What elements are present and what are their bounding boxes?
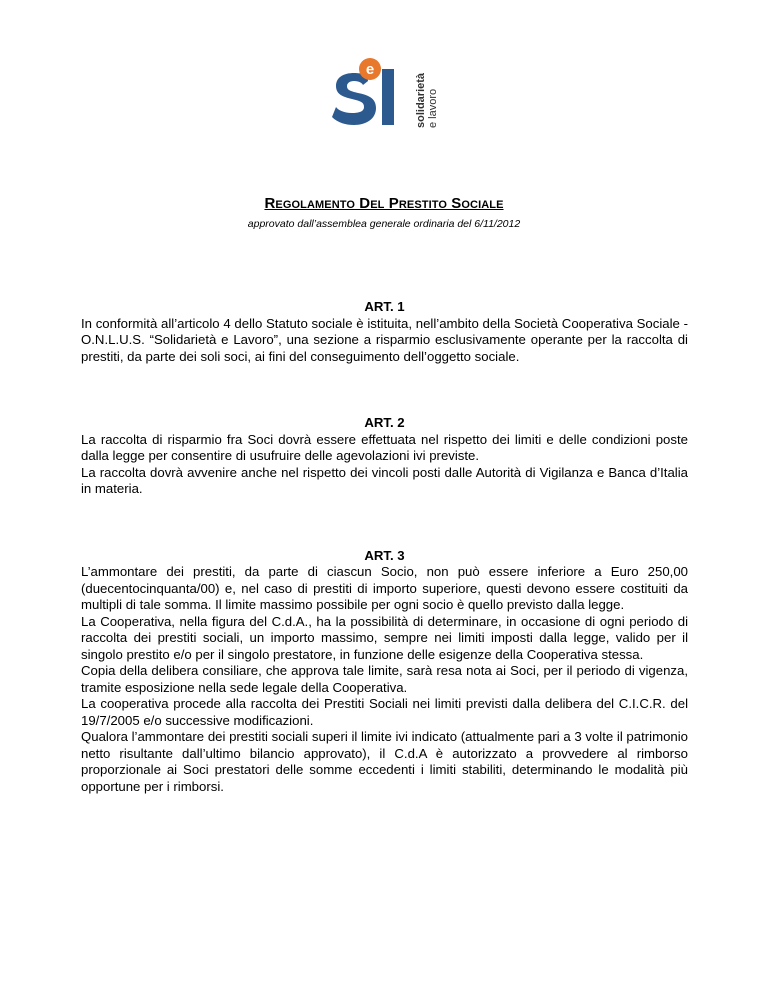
- document-title: Regolamento Del Prestito Sociale: [264, 195, 504, 212]
- logo-wordmark-line1: solidarietà: [415, 72, 427, 128]
- article-paragraph: La raccolta dovrà avvenire anche nel rispetto dei vincoli posti dalle Autorità di Vigilanza e Banca d’Italia in materia.: [81, 464, 688, 496]
- logo-wordmark-line2: e lavoro: [427, 88, 439, 128]
- article-paragraph: La Cooperativa, nella figura del C.d.A., ha la possibilità di determinare, in occasione di ogni periodo di raccolta dei prestiti sociali, un importo massimo, sempre nei limiti imposti dalla legge, valido per il singolo prestito e/o per il singolo prestatore, in funzione delle esigenze della Cooperativa stessa.: [81, 613, 688, 662]
- article-heading: ART. 2: [364, 415, 405, 430]
- article-paragraph: L’ammontare dei prestiti, da parte di ciascun Socio, non può essere inferiore a Euro 250,00 (duecentocinquanta/00) e, nel caso di prestiti di importo superiore, questi devono essere costituiti da multipli di tale somma. Il limite massimo possibile per ogni socio è quello previsto dalla legge.: [81, 564, 688, 612]
- article-2: [81, 415, 688, 498]
- article-paragraph: La cooperativa procede alla raccolta dei Prestiti Sociali nei limiti previsti dalla delibera del C.I.C.R. del 19/7/2005 e/o successive modificazioni.: [81, 696, 688, 728]
- article-paragraph: In conformità all’articolo 4 dello Statuto sociale è istituita, nell’ambito della Società Cooperativa Sociale - O.N.L.U.S. “Solidarietà e Lavoro”, una sezione a risparmio esclusivamente operante per la raccolta di prestiti, da parte dei soli soci, ai fini del conseguimento dell’oggetto sociale.: [81, 315, 688, 364]
- logo-mark: [330, 55, 410, 133]
- logo-wordmark: [410, 58, 450, 130]
- article-heading: ART. 3: [364, 547, 405, 563]
- article-1: [81, 299, 688, 365]
- document-subtitle: approvato dall’assemblea generale ordinaria del 6/11/2012: [247, 218, 521, 230]
- article-paragraph: Copia della delibera consiliare, che approva tale limite, sarà resa nota ai Soci, per il periodo di vigenza, tramite esposizione nella sede legale della Cooperativa.: [81, 663, 688, 695]
- logo-e-letter: e: [365, 61, 375, 78]
- article-paragraph: La raccolta di risparmio fra Soci dovrà essere effettuata nel rispetto dei limiti e delle condizioni poste dalla legge per consentire di usufruire delle agevolazioni ivi previste.: [81, 431, 688, 463]
- logo-s-shape: [332, 73, 376, 125]
- article-heading: ART. 1: [364, 299, 405, 314]
- document-body: [81, 299, 688, 795]
- article-paragraph: Qualora l’ammontare dei prestiti sociali superi il limite ivi indicato (attualmente pari a 3 volte il patrimonio netto risultante dall’ultimo bilancio approvato), il C.d.A è autorizzato a provvedere al rimborso proporzionale ai Soci prestatori delle somme eccedenti i limiti stabiliti, determinando le modalità più opportune per i rimborsi.: [81, 729, 688, 794]
- article-3: [81, 548, 688, 796]
- logo-l-shape: [382, 69, 394, 125]
